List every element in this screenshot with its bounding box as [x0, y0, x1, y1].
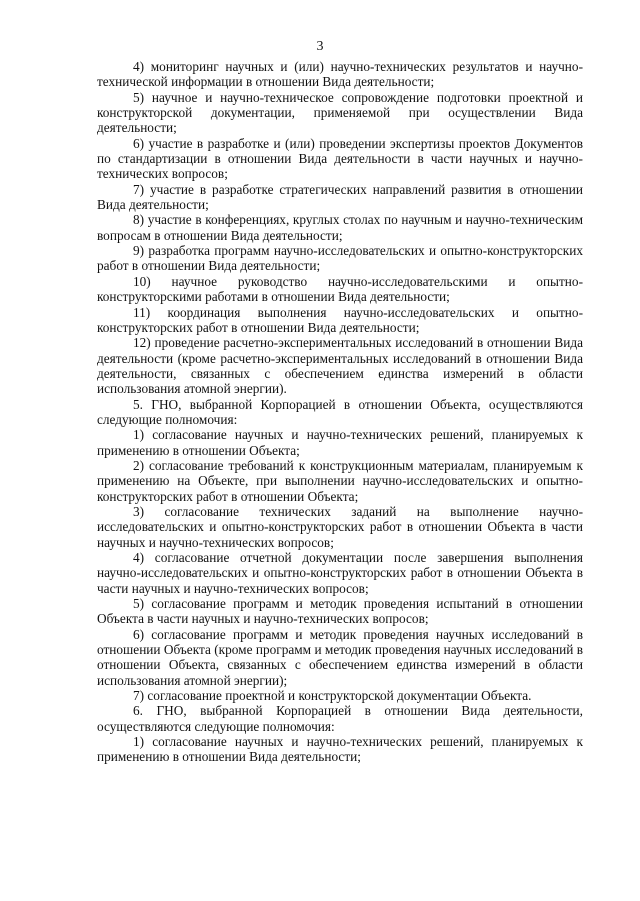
- paragraph: 9) разработка программ научно-исследовательских и опытно-конструкторских работ в отношении Вида деятельности;: [97, 243, 583, 274]
- paragraph: 10) научное руководство научно-исследовательскими и опытно-конструкторскими работами в отношении Вида деятельности;: [97, 273, 583, 305]
- page-number: 3: [316, 39, 324, 54]
- paragraph: 6) согласование программ и методик проведения научных исследований в отношении Объекта (кроме программ и методик проведения научных исследований в отношении Объекта, связанных с обеспечением единства измерений в области использования атомной энергии);: [97, 626, 583, 688]
- paragraph: 6. ГНО, выбранной Корпорацией в отношении Вида деятельности, осуществляются следующие полномочия:: [97, 703, 583, 734]
- paragraph: 5) согласование программ и методик проведения испытаний в отношении Объекта в части научных и научно-технических вопросов;: [97, 596, 583, 627]
- paragraph: 5. ГНО, выбранной Корпорацией в отношении Объекта, осуществляются следующие полномочия:: [97, 396, 583, 427]
- paragraph: 7) согласование проектной и конструкторской документации Объекта.: [133, 688, 532, 704]
- paragraph: 2) согласование требований к конструкционным материалам, планируемым к применению на Объекте, при выполнении научно-исследовательских и опытно-конструкторских работ в отношении Объекта;: [97, 457, 583, 504]
- paragraph: 8) участие в конференциях, круглых столах по научным и научно-техническим вопросам в отношении Вида деятельности;: [97, 212, 583, 243]
- paragraph: 11) координация выполнения научно-исследовательских и опытно-конструкторских работ в отношении Вида деятельности;: [97, 304, 583, 335]
- paragraph: 1) согласование научных и научно-технических решений, планируемых к применению в отношении Вида деятельности;: [97, 734, 583, 765]
- paragraph: 3) согласование технических заданий на выполнение научно-исследовательских и опытно-конструкторских работ в отношении Объекта в части научных и научно-технических вопросов;: [97, 503, 583, 550]
- paragraph: 1) согласование научных и научно-технических решений, планируемых к применению в отношении Объекта;: [97, 427, 583, 458]
- paragraph: 4) мониторинг научных и (или) научно-технических результатов и научно-технической информации в отношении Вида деятельности;: [97, 59, 583, 90]
- paragraph: 4) согласование отчетной документации после завершения выполнения научно-исследовательских и опытно-конструкторских работ в отношении Объекта в части научных и научно-технических вопросов;: [97, 550, 583, 596]
- paragraph: 7) участие в разработке стратегических направлений развития в отношении Вида деятельности;: [97, 181, 583, 213]
- paragraph: 12) проведение расчетно-экспериментальных исследований в отношении Вида деятельности (кроме расчетно-экспериментальных исследований в отношении Вида деятельности, связанных с обеспечением единства измерений в области использования атомной энергии).: [97, 335, 583, 397]
- document-body: [97, 59, 583, 765]
- paragraph: 5) научное и научно-техническое сопровождение подготовки проектной и конструкторской документации, применяемой при осуществлении Вида деятельности;: [97, 89, 583, 136]
- paragraph: 6) участие в разработке и (или) проведении экспертизы проектов Документов по стандартизации в отношении Вида деятельности в части научных и научно-технических вопросов;: [97, 135, 583, 182]
